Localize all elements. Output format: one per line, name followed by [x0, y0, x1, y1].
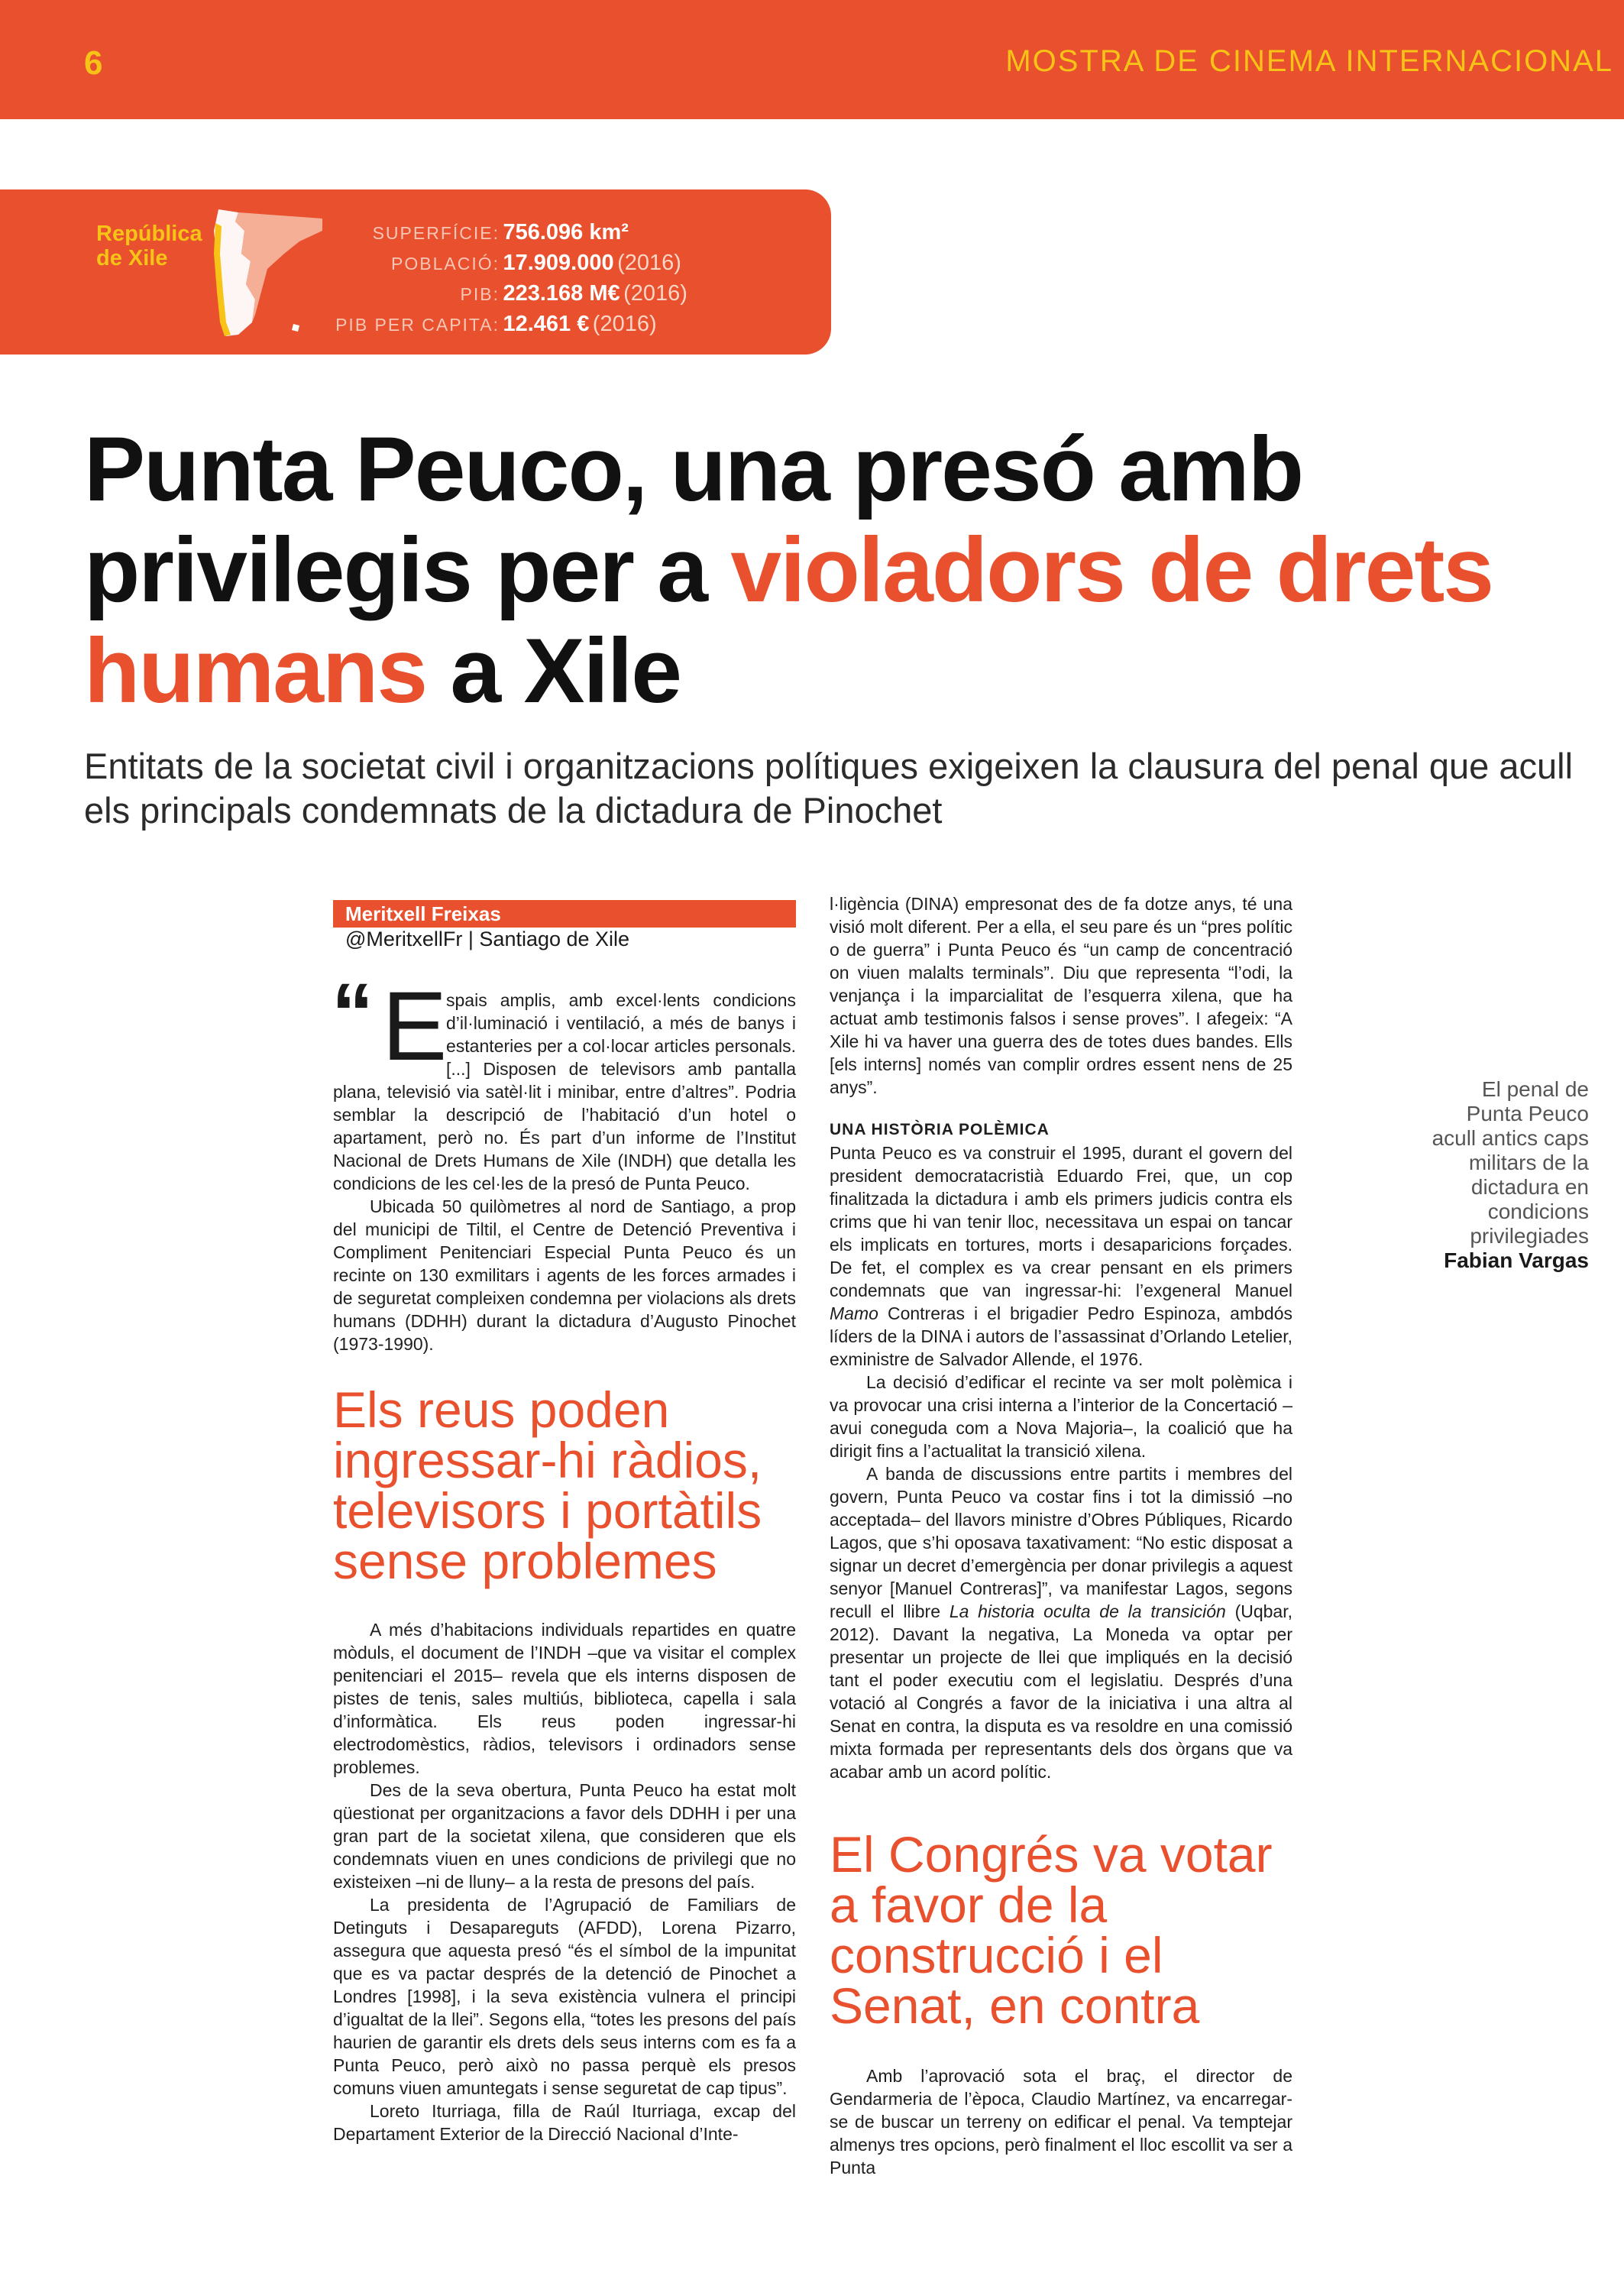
stat-row-superficie	[321, 217, 772, 248]
stat-value: 756.096 km²	[503, 220, 629, 244]
stat-label: PIB PER CAPITA:	[335, 315, 500, 335]
paragraph: Ubicada 50 quilòmetres al nord de Santiago, a prop del municipi de Tiltil, el Centre de Detenció Preventiva i Compliment Penitenciari Especial Punta Peuco és un recinte on 130 exmilitars i agents de les forces armades i de seguretat compleixen condemna per violacions als drets humans (DDHH) durant la dictadura d’Augusto Pinochet (1973-1990).	[333, 1196, 796, 1354]
country-name: República de Xile	[96, 222, 202, 270]
chile-map-icon	[208, 208, 322, 338]
paragraph: Des de la seva obertura, Punta Peuco ha estat molt qüestionat per organitzacions a favor dels DDHH i per una gran part de la societat xilena, que consideren que els condemnats viuen en unes condicions de privilegi que no existeixen –ni de lluny– a la resta de presons del país.	[333, 1780, 796, 1892]
paragraph: A més d’habitacions individuals repartides en quatre mòduls, el document de l’INDH –que va visitar el complex penitenciari el 2015– revela que els interns disposen de pistes de tenis, sales multiús, biblioteca, capella i sala d’informàtica. Els reus poden ingressar-hi electrodomèstics, ràdios, televisors i ordinadors sense problemes.	[333, 1620, 796, 1777]
pull-quote: Els reus poden ingressar-hi ràdios, televisors i portàtils sense problemes	[333, 1381, 762, 1589]
paragraph: A banda de discussions entre partits i membres del govern, Punta Peuco va costar fins i tot la dimissió –no acceptada– del llavors ministre d’Obres Públiques, Ricardo Lagos, que s’hi oposava taxativament: “No estic disposat a signar un decret d’emergència per donar privilegis a aquest senyor [Manuel Contreras]”, va manifestar Lagos, segons recull el llibre La historia oculta de la transición (Uqbar, 2012). Davant la negativa, La Moneda va optar per presentar un projecte de llei que impliqués en la decisió tant el poder executiu com el legislatiu. Després d’una votació al Congrés a favor de la iniciativa i una altra al Senat en contra, la disputa es va resoldre en una comissió mixta formada per representants dels dos òrgans que va acabar amb un acord polític.	[830, 1464, 1292, 1782]
headline-highlight: violadors de drets humans	[84, 519, 1493, 722]
author-name: Meritxell Freixas	[345, 902, 501, 925]
section-subhead: UNA HISTÒRIA POLÈMICA	[830, 1121, 1050, 1138]
stat-value: 12.461 €	[503, 312, 590, 336]
left-column-top	[332, 967, 796, 1355]
stat-row-poblacio	[321, 248, 772, 278]
right-column-top	[830, 892, 1292, 1783]
stat-year: (2016)	[592, 312, 657, 336]
stat-row-pib-per-capita	[321, 309, 772, 339]
paragraph: Loreto Iturriaga, filla de Raúl Iturriaga, excap del Departament Exterior de la Direcció Nacional d’Inte-	[333, 2101, 796, 2144]
stat-value: 17.909.000	[503, 251, 614, 275]
paragraph: La presidenta de l’Agrupació de Familiars de Detinguts i Desapareguts (AFDD), Lorena Pizarro, assegura que aquesta presó “és el símbol de la impunitat que es va pactar després de la detenció de Pinochet a Londres [1998], i la seva existència vulnera el principi d’igualtat de la llei”. Segons ella, “totes les presons del país haurien de garantir els drets dels seus interns com es fa a Punta Peuco, però això no passa perquè els presos comuns viuen amuntegats i sense seguretat de cap tipus”.	[333, 1895, 796, 2098]
paragraph: Amb l’aprovació sota el braç, el director de Gendarmeria de l’època, Claudio Martínez, va encarregar-se de buscar un terreny on edificar el penal. Va temptejar almenys tres opcions, però finalment el lloc escollit va ser a Punta	[830, 2066, 1292, 2178]
left-column-bottom	[333, 1618, 796, 2145]
photo-caption: El penal de Punta Peuco acull antics caps militars de la dictadura en condicions privilegiades Fabian Vargas	[1421, 1077, 1589, 1273]
paragraph: l·ligència (DINA) empresonat des de fa dotze anys, té una visió molt diferent. Per a ella, el seu pare és un “pres polític o de guerra” i Punta Peuco és “un camp de concentració on viuen malalts terminals”. Diu que representa “l’odi, la venjança i la imparcialitat de l’esquerra xilena, que ha actuat amb testimonis falsos i sense proves”. I afegeix: “A Xile hi va haver una guerra des de totes dues bandes. Ells [els interns] només van complir ordres essent nens de 25 anys”.	[830, 894, 1292, 1097]
section-label: MOSTRA DE CINEMA INTERNACIONAL	[1005, 44, 1613, 78]
stat-label: POBLACIÓ:	[391, 254, 500, 274]
drop-cap: “ E	[332, 967, 448, 1081]
paragraph: Punta Peuco es va construir el 1995, durant el govern del president democratacristià Eduardo Frei, que, un cop finalitzada la dictadura i amb els primers judicis contra els crims que hi van tenir lloc, necessitava un espai on tancar els implicats en tortures, morts i desaparicions forçades. De fet, el complex es va crear pensant en els primers condemnats que van ingressar-hi: l’exgeneral Manuel Mamo Contreras i el brigadier Pedro Espinoza, ambdós líders de la DINA i autors de l’assassinat d’Orlando Letelier, exministre de Salvador Allende, el 1976.	[830, 1143, 1292, 1369]
article-deck: Entitats de la societat civil i organitzacions polítiques exigeixen la clausura del penal que acull els principals condemnats de la dictadura de Pinochet	[84, 746, 1574, 831]
photo-credit: Fabian Vargas	[1444, 1248, 1589, 1272]
stat-value: 223.168 M€	[503, 281, 620, 306]
pull-quote: El Congrés va votar a favor de la construcció i el Senat, en contra	[830, 1826, 1273, 2034]
paragraph: La decisió d’edificar el recinte va ser molt polèmica i va provocar una crisi interna a l’interior de la Concertació –avui coneguda com a Nova Majoria–, la coalició que ha dirigit fins a l’actualitat la transició xilena.	[830, 1372, 1292, 1461]
stat-year: (2016)	[617, 251, 681, 275]
stat-year: (2016)	[623, 281, 687, 306]
article-headline: Punta Peuco, una presó amb privilegis per a violadors de drets humans a Xile	[84, 418, 1493, 722]
paragraph: spais amplis, amb excel·lents condicions d’il·luminació i ventilació, a més de banys i estanteries per a col·locar articles personals. [...] Disposen de televisors amb pantalla plana, televisió via satèl·lit i minibar, entre d’altres”. Podria semblar la descripció de l’habitació d’un hotel o apartament, però no. És part d’un informe de l’Institut Nacional de Drets Humans de Xile (INDH) que detalla les condicions de les cel·les de la presó de Punta Peuco.	[333, 990, 796, 1193]
stat-label: PIB:	[460, 284, 500, 304]
author-handle-location: @MeritxellFr | Santiago de Xile	[345, 928, 630, 950]
page-number: 6	[84, 44, 103, 82]
stat-label: SUPERFÍCIE:	[372, 223, 500, 243]
stat-row-pib	[321, 278, 772, 309]
country-stats	[321, 217, 772, 339]
right-column-bottom	[830, 2064, 1292, 2179]
